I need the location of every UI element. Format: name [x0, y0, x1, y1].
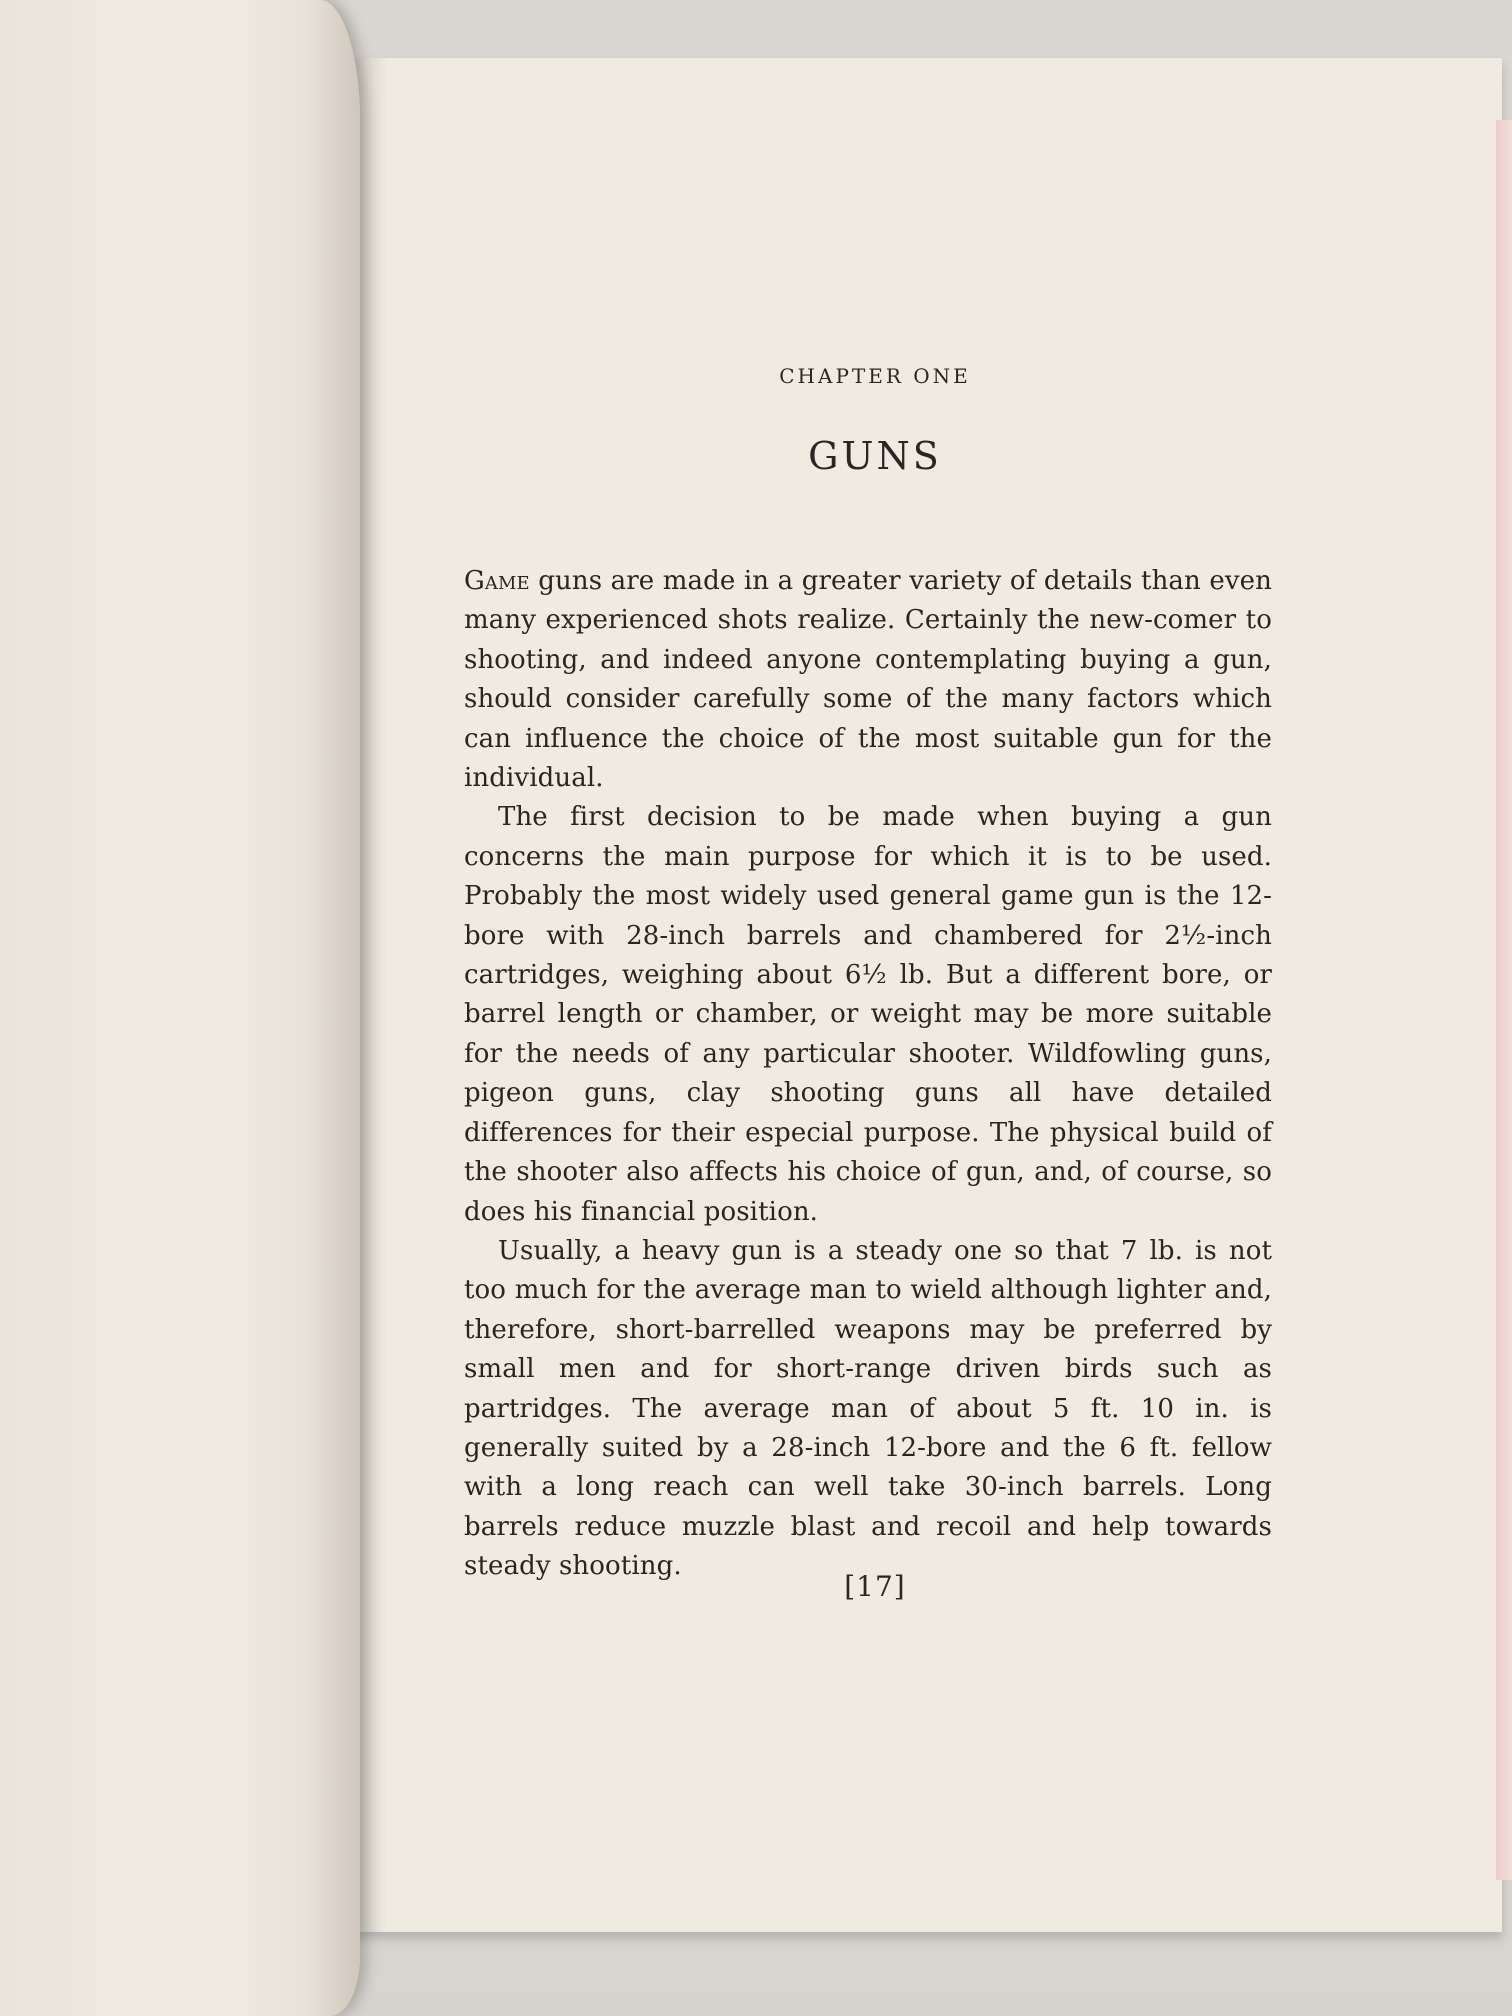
chapter-label: CHAPTER ONE	[779, 364, 971, 388]
page-number: [17]	[844, 1570, 906, 1603]
paragraph-3: Usually, a heavy gun is a steady one so that 7 lb. is not too much for the average man to wield although lighter and, therefore, short-barrelled weapons may be preferred by small men and for short-range driven birds such as partridges. The average man of about 5 ft. 10 in. is generally suited by a 28-inch 12-bore and the 6 ft. fellow with a long reach can well take 30-inch barrels. Long barrels reduce muzzle blast and recoil and help towards steady shooting.	[464, 1235, 1272, 1582]
paragraph-1-text: guns are made in a greater variety of details than even many experienced shots realize. Certainly the new-comer to shooting, and indeed anyone contemplating buying a gun, should consider carefully some of the many factors which can influence the choice of the most suitable gun for the individual.	[464, 566, 1272, 794]
chapter-body-text	[464, 562, 1272, 1587]
left-book-page	[0, 0, 360, 2016]
book-cover-edge	[1496, 120, 1512, 1880]
chapter-title: GUNS	[808, 434, 942, 478]
paragraph-1	[464, 562, 1272, 798]
paragraph-1-first-word: Game	[464, 566, 530, 596]
paragraph-2: The first decision to be made when buying a gun concerns the main purpose for which it is to be used. Probably the most widely used general game gun is the 12-bore with 28-inch barrels and chambered for 2½-inch cartridges, weighing about 6½ lb. But a different bore, or barrel length or chamber, or weight may be more suitable for the needs of any particular shooter. Wildfowling guns, pigeon guns, clay shooting guns all have detailed differences for their especial purpose. The physical build of the shooter also affects his choice of gun, and, of course, so does his financial position.	[464, 802, 1272, 1227]
